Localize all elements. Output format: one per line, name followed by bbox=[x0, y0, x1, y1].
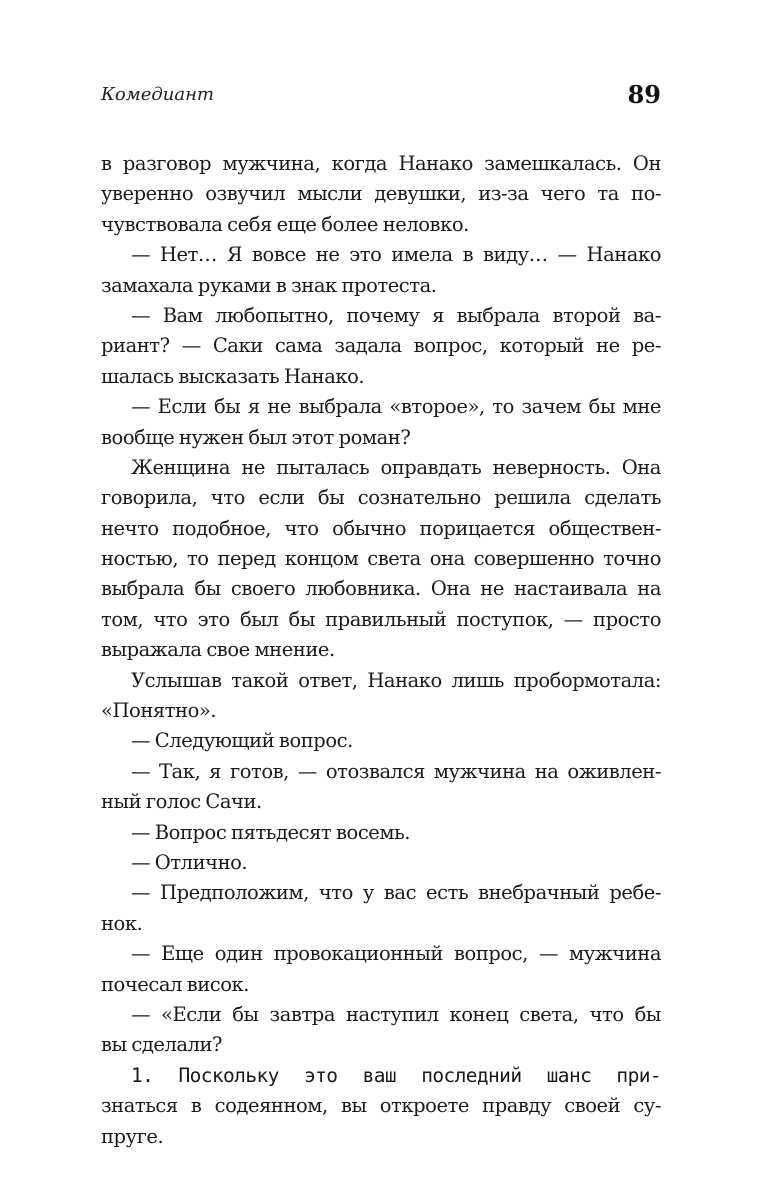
text-line: Женщина не пыталась оправдать неверность. Она bbox=[131, 455, 661, 479]
text-line: ностью, то перед концом света она совершенно точно bbox=[101, 547, 661, 571]
text-line: — Нет… Я вовсе не это имела в виду… — Нанако bbox=[131, 243, 661, 267]
text-line: — «Если бы завтра наступил конец света, что бы bbox=[131, 1002, 661, 1026]
running-title: Комедиант bbox=[101, 84, 215, 105]
text-line: пруге. bbox=[101, 1124, 164, 1148]
text-line: выбрала бы своего любовника. Она не настаивала на bbox=[101, 577, 661, 601]
text-line: Услышав такой ответ, Нанако лишь пробормотала: bbox=[131, 668, 661, 692]
text-line: — Отлично. bbox=[131, 850, 248, 874]
text-line: — Следующий вопрос. bbox=[131, 729, 353, 753]
text-line: «Понятно». bbox=[101, 699, 217, 723]
text-line: уверенно озвучил мысли девушки, из-за чего та по- bbox=[101, 182, 661, 206]
text-line: вы сделали? bbox=[101, 1033, 223, 1057]
text-line: шалась высказать Нанако. bbox=[101, 364, 365, 388]
page-number: 89 bbox=[627, 80, 661, 109]
text-line: почесал висок. bbox=[101, 972, 250, 996]
text-line: говорила, что если бы сознательно решила сделать bbox=[101, 486, 661, 510]
text-line: том, что это был бы правильный поступок, — просто bbox=[101, 607, 661, 631]
text-line: знаться в содеянном, вы откроете правду своей су- bbox=[101, 1094, 661, 1118]
page-header bbox=[101, 80, 661, 114]
text-line: нок. bbox=[101, 911, 143, 935]
text-line: ный голос Сачи. bbox=[101, 790, 262, 814]
text-line: риант? — Саки сама задала вопрос, который не ре- bbox=[101, 334, 661, 358]
text-line: — Так, я готов, — отозвался мужчина на оживлен- bbox=[131, 759, 661, 783]
text-line: 1. Поскольку это ваш последний шанс при- bbox=[131, 1063, 661, 1087]
text-line: чувствовала себя еще более неловко. bbox=[101, 212, 469, 236]
text-line: в разговор мужчина, когда Нанако замешкалась. Он bbox=[101, 152, 661, 175]
text-line: — Вам любопытно, почему я выбрала второй ва- bbox=[131, 303, 661, 327]
text-line: — Еще один провокационный вопрос, — мужчина bbox=[131, 942, 661, 966]
text-line: нечто подобное, что обычно порицается обществен- bbox=[101, 516, 661, 540]
text-line: замахала руками в знак протеста. bbox=[101, 273, 437, 297]
text-line: — Вопрос пятьдесят восемь. bbox=[131, 820, 411, 844]
text-line: выражала свое мнение. bbox=[101, 638, 335, 662]
text-line: — Предположим, что у вас есть внебрачный ребе- bbox=[131, 881, 661, 905]
text-line: вообще нужен был этот роман? bbox=[101, 425, 411, 449]
body-text bbox=[101, 149, 661, 1152]
text-line: — Если бы я не выбрала «второе», то зачем бы мне bbox=[131, 395, 661, 419]
